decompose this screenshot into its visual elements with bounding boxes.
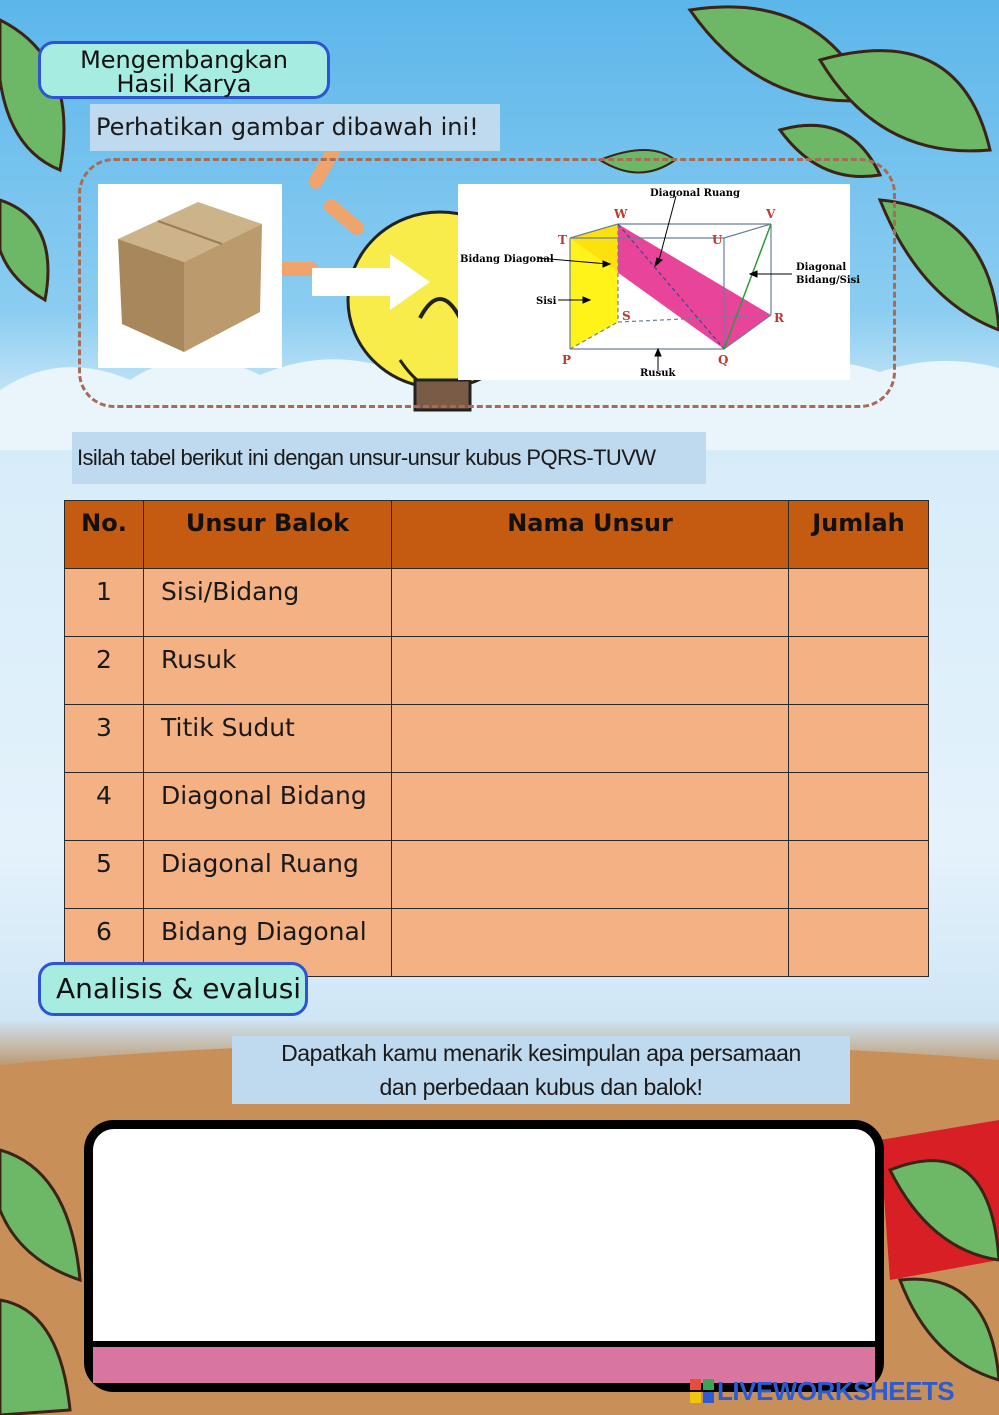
row-unsur: Diagonal Ruang: [144, 841, 392, 909]
label-sisi: Sisi: [536, 296, 557, 307]
label-diagonal-ruang: Diagonal Ruang: [650, 188, 740, 199]
label-bidang-diagonal: Bidang Diagonal: [460, 254, 554, 265]
jumlah-input[interactable]: [789, 705, 929, 773]
table-row: [65, 773, 929, 841]
cuboid-diagram: [458, 184, 861, 380]
unsur-table: [64, 500, 929, 977]
liveworksheets-brand[interactable]: [690, 1376, 954, 1406]
vertex-u: U: [712, 233, 723, 247]
cardboard-box-image: [98, 184, 282, 368]
row-unsur: Rusuk: [144, 637, 392, 705]
row-number: 4: [65, 773, 144, 841]
analysis-question-line1: Dapatkah kamu menarik kesimpulan apa persamaan: [281, 1040, 801, 1066]
nama-unsur-input[interactable]: [392, 841, 789, 909]
instruction-label: Perhatikan gambar dibawah ini!: [90, 104, 500, 151]
jumlah-input[interactable]: [789, 841, 929, 909]
nama-unsur-input[interactable]: [392, 705, 789, 773]
vertex-p: P: [562, 353, 572, 367]
jumlah-input[interactable]: [789, 569, 929, 637]
row-unsur: Titik Sudut: [144, 705, 392, 773]
section-title-line1: Mengembangkan: [80, 46, 288, 74]
table-header-row: [65, 501, 929, 569]
section-title-mengembangkan: [38, 41, 330, 99]
table-row: [65, 569, 929, 637]
vertex-s: S: [622, 309, 631, 323]
row-number: 5: [65, 841, 144, 909]
row-unsur: Sisi/Bidang: [144, 569, 392, 637]
header-no: No.: [65, 501, 144, 569]
label-diagonal-bidang-1: Diagonal: [796, 262, 847, 273]
table-row: [65, 637, 929, 705]
section-title-line2: Hasil Karya: [116, 70, 252, 98]
cardboard-box-photo: [98, 184, 282, 368]
table-row: [65, 841, 929, 909]
table-prompt-label: Isilah tabel berikut ini dengan unsur-unsur kubus PQRS-TUVW: [72, 432, 706, 484]
row-number: 6: [65, 909, 144, 977]
table-row: [65, 705, 929, 773]
section-title-analisis: Analisis & evalusi: [38, 962, 308, 1016]
jumlah-input[interactable]: [789, 637, 929, 705]
vertex-r: R: [774, 311, 784, 325]
jumlah-input[interactable]: [789, 909, 929, 977]
nama-unsur-input[interactable]: [392, 637, 789, 705]
nama-unsur-input[interactable]: [392, 909, 789, 977]
row-number: 3: [65, 705, 144, 773]
header-jumlah: Jumlah: [789, 501, 929, 569]
label-diagonal-bidang-2: Bidang/Sisi: [796, 275, 861, 286]
nama-unsur-input[interactable]: [392, 569, 789, 637]
row-unsur: Diagonal Bidang: [144, 773, 392, 841]
right-arrow-icon: [312, 254, 430, 310]
answer-textbox[interactable]: [84, 1120, 884, 1392]
row-unsur: Bidang Diagonal: [144, 909, 392, 977]
header-unsur-balok: Unsur Balok: [144, 501, 392, 569]
nama-unsur-input[interactable]: [392, 773, 789, 841]
analysis-question-line2: dan perbedaan kubus dan balok!: [379, 1074, 703, 1100]
jumlah-input[interactable]: [789, 773, 929, 841]
vertex-q: Q: [718, 353, 729, 367]
label-rusuk: Rusuk: [640, 368, 676, 379]
row-number: 2: [65, 637, 144, 705]
vertex-v: V: [766, 207, 776, 221]
vertex-w: W: [614, 207, 628, 221]
liveworksheets-logo-icon: [690, 1379, 714, 1403]
brand-text: LIVEWORKSHEETS: [717, 1376, 955, 1406]
row-number: 1: [65, 569, 144, 637]
analysis-question: [232, 1036, 850, 1104]
header-nama-unsur: Nama Unsur: [392, 501, 789, 569]
vertex-t: T: [558, 233, 567, 247]
